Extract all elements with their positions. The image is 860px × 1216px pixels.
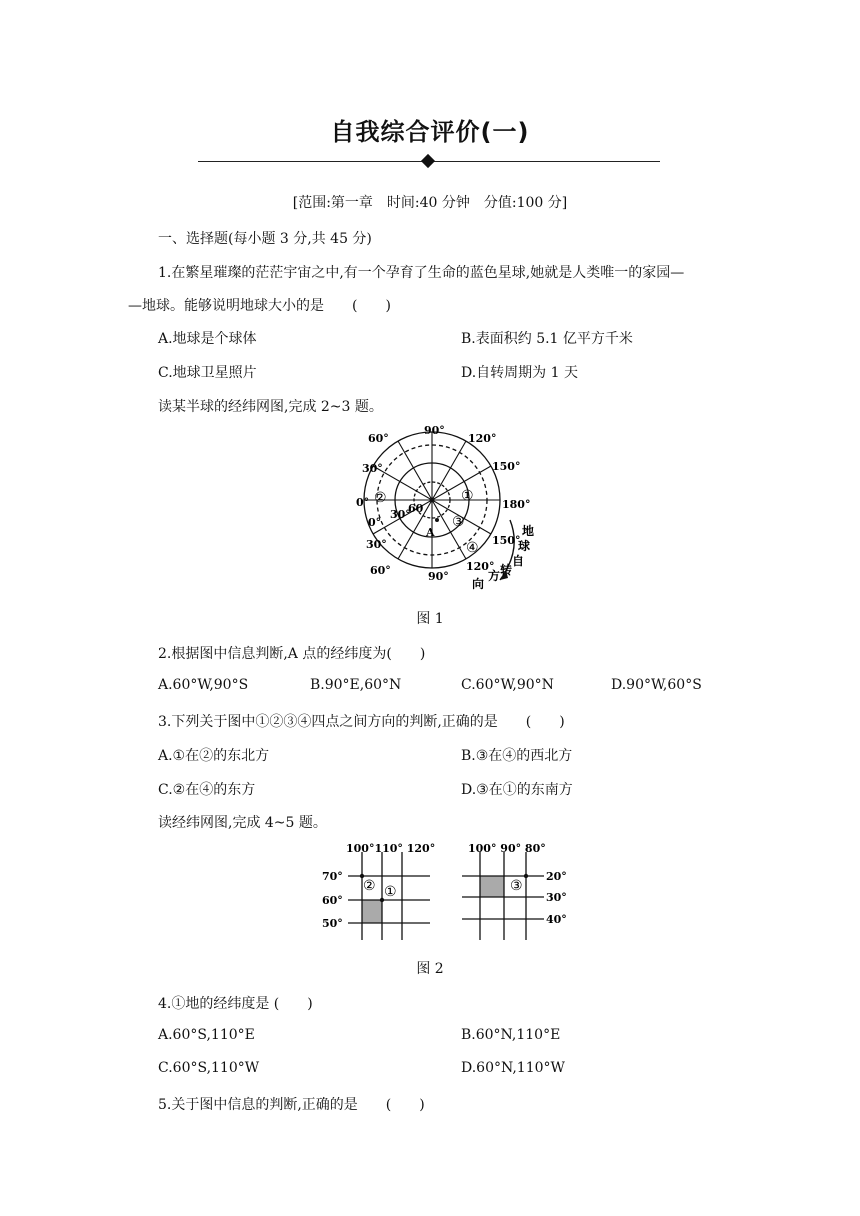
circled-3: ③: [452, 514, 465, 530]
rot-char-3: 自: [512, 554, 525, 568]
label-60-inner: 60: [408, 502, 424, 515]
left-circled-1: ①: [384, 884, 397, 900]
right-lat-40: 40°: [546, 913, 567, 926]
right-lat-20: 20°: [546, 870, 567, 883]
label-0-a: 0°: [356, 496, 370, 509]
read-instruction-2: 读经纬网图,完成 4~5 题。: [158, 815, 327, 831]
figure-1-graticule: [340, 420, 540, 600]
q3-stem: 3.下列关于图中①②③④四点之间方向的判断,正确的是 ( ): [158, 714, 565, 730]
label-90-top: 90°: [424, 424, 445, 437]
rot-char-1: 地: [522, 524, 535, 538]
q3-option-b: B.③在④的西北方: [461, 748, 573, 764]
label-60-bottom: 60°: [370, 564, 391, 577]
left-circled-2: ②: [363, 878, 376, 894]
label-150-top: 150°: [492, 460, 521, 473]
label-30-inner: 30°: [390, 508, 411, 521]
q3-option-d: D.③在①的东南方: [461, 782, 573, 798]
section-heading: 一、选择题(每小题 3 分,共 45 分): [158, 231, 372, 247]
point-a-dot: [435, 518, 439, 522]
q4-option-b: B.60°N,110°E: [461, 1027, 561, 1043]
q4-stem: 4.①地的经纬度是 ( ): [158, 996, 313, 1012]
label-120-bottom: 120°: [466, 560, 495, 573]
q5-stem: 5.关于图中信息的判断,正确的是 ( ): [158, 1097, 425, 1113]
figure-2-grids: [318, 840, 578, 945]
label-120-top: 120°: [468, 432, 497, 445]
scope-note: [范围:第一章 时间:40 分钟 分值:100 分]: [292, 195, 568, 211]
label-0-b: 0°: [368, 516, 382, 529]
q1-option-a: A.地球是个球体: [158, 331, 257, 347]
label-180: 180°: [502, 498, 531, 511]
figure-1-caption: 图 1: [416, 611, 444, 627]
q4-option-d: D.60°N,110°W: [461, 1060, 565, 1076]
left-lat-50: 50°: [322, 917, 343, 930]
label-30-bottom: 30°: [366, 538, 387, 551]
left-top-labels: 100°110° 120°: [346, 842, 436, 855]
label-150-bottom: 150°: [492, 534, 521, 547]
pole-point: [430, 498, 435, 503]
q2-option-a: A.60°W,90°S: [158, 677, 249, 693]
q2-stem: 2.根据图中信息判断,A 点的经纬度为( ): [158, 646, 426, 662]
label-60-top: 60°: [368, 432, 389, 445]
right-lat-30: 30°: [546, 891, 567, 904]
q4-option-c: C.60°S,110°W: [158, 1060, 260, 1076]
left-lat-60: 60°: [322, 894, 343, 907]
label-90-bottom: 90°: [428, 570, 449, 583]
read-instruction-1: 读某半球的经纬网图,完成 2~3 题。: [158, 399, 383, 415]
circled-1: ①: [461, 488, 474, 504]
q1-stem-line1: 1.在繁星璀璨的茫茫宇宙之中,有一个孕育了生命的蓝色星球,她就是人类唯一的家园—: [158, 265, 685, 281]
q2-option-d: D.90°W,60°S: [611, 677, 702, 693]
circled-4: ④: [466, 540, 479, 556]
rot-char-2: 球: [518, 539, 531, 553]
q1-option-c: C.地球卫星照片: [158, 365, 257, 381]
rot-char-5: 方: [488, 569, 501, 583]
q1-option-b: B.表面积约 5.1 亿平方千米: [461, 331, 633, 347]
q1-stem-line2: —地球。能够说明地球大小的是 ( ): [128, 298, 391, 314]
q1-option-d: D.自转周期为 1 天: [461, 365, 578, 381]
q4-option-a: A.60°S,110°E: [158, 1027, 255, 1043]
right-shaded-cell: [480, 876, 504, 897]
circled-2: ②: [374, 490, 387, 506]
left-shaded-cell: [362, 900, 382, 923]
right-point-dot-3: [524, 874, 528, 878]
q2-option-b: B.90°E,60°N: [310, 677, 402, 693]
right-circled-3: ③: [510, 878, 523, 894]
label-30-left: 30°: [362, 462, 383, 475]
q3-option-a: A.①在②的东北方: [158, 748, 270, 764]
label-point-a: A: [426, 526, 435, 539]
q3-option-c: C.②在④的东方: [158, 782, 256, 798]
title-rule-diamond: [421, 154, 435, 168]
rot-char-6: 向: [472, 577, 485, 591]
figure-2-caption: 图 2: [416, 961, 444, 977]
rot-char-4: 转: [500, 563, 513, 577]
page-title: 自我综合评价(一): [330, 118, 530, 146]
left-lat-70: 70°: [322, 870, 343, 883]
q2-option-c: C.60°W,90°N: [461, 677, 554, 693]
right-top-labels: 100° 90° 80°: [468, 842, 546, 855]
